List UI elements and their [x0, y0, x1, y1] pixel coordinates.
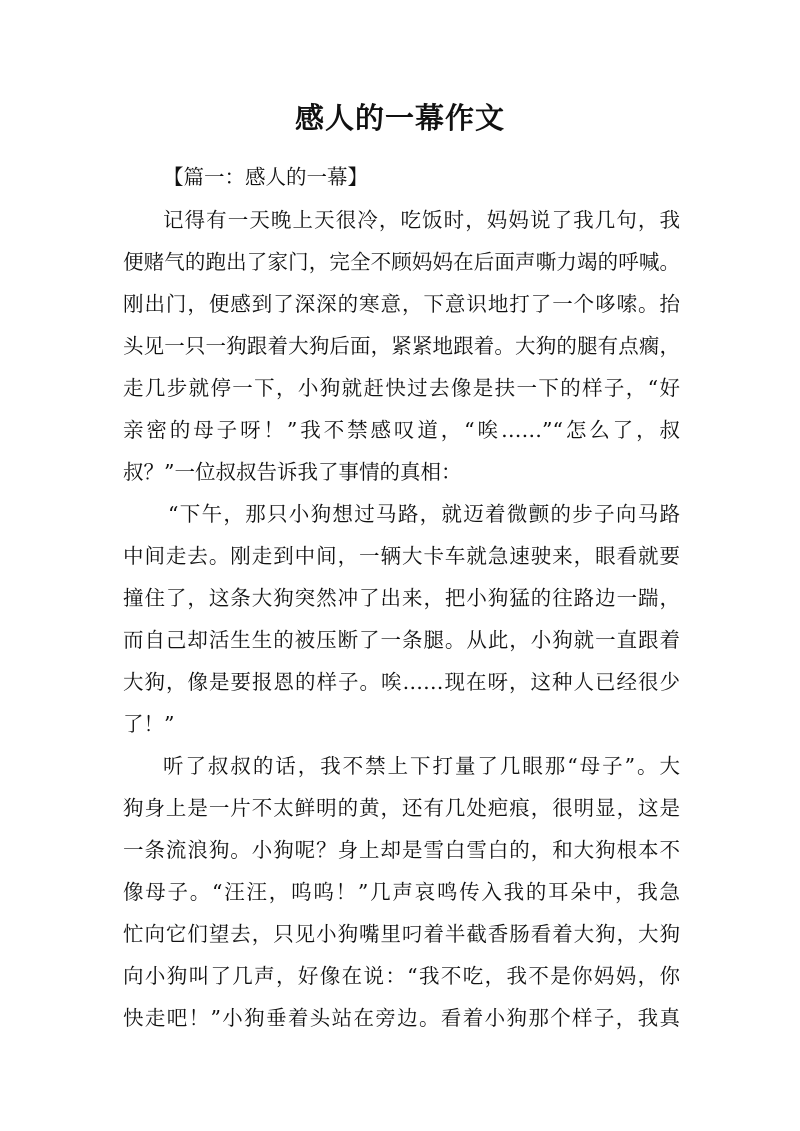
text-line: 忙向它们望去，只见小狗嘴里叼着半截香肠看着大狗，大狗 — [123, 922, 680, 946]
text-line: 像母子。“汪汪，呜呜！”几声哀鸣传入我的耳朵中，我急 — [123, 880, 680, 904]
text-line: “下午，那只小狗想过马路，就迈着微颤的步子向马路 — [168, 502, 680, 526]
text-line: 撞住了，这条大狗突然冲了出来，把小狗猛的往路边一踹， — [123, 586, 680, 610]
text-line: 中间走去。刚走到中间，一辆大卡车就急速驶来，眼看就要 — [123, 544, 680, 568]
page-title: 感人的一幕作文 — [294, 101, 505, 135]
text-line: 狗身上是一片不太鲜明的黄，还有几处疤痕，很明显，这是 — [123, 796, 680, 820]
text-line: 听了叔叔的话，我不禁上下打量了几眼那“母子”。大 — [163, 754, 680, 778]
text-line: 而自己却活生生的被压断了一条腿。从此，小狗就一直跟着 — [123, 628, 680, 652]
section-heading: 【篇一：感人的一幕】 — [163, 165, 368, 189]
text-line: 快走吧！”小狗垂着头站在旁边。看着小狗那个样子，我真 — [123, 1006, 680, 1030]
text-line: 大狗，像是要报恩的样子。唉……现在呀，这种人已经很少 — [123, 670, 680, 694]
text-line: 记得有一天晚上天很冷，吃饭时，妈妈说了我几句，我 — [163, 208, 680, 232]
text-line: 了！” — [123, 712, 175, 736]
text-line: 一条流浪狗。小狗呢？身上却是雪白雪白的，和大狗根本不 — [123, 838, 680, 862]
text-line: 亲密的母子呀！”我不禁感叹道，“唉……”“怎么了，叔 — [123, 418, 680, 442]
text-line: 刚出门，便感到了深深的寒意，下意识地打了一个哆嗦。抬 — [123, 292, 680, 316]
text-line: 向小狗叫了几声，好像在说：“我不吃，我不是你妈妈，你 — [123, 964, 680, 988]
text-line: 便赌气的跑出了家门，完全不顾妈妈在后面声嘶力竭的呼喊。 — [123, 250, 680, 274]
text-line: 叔？”一位叔叔告诉我了事情的真相： — [123, 460, 462, 484]
text-line: 走几步就停一下，小狗就赶快过去像是扶一下的样子，“好 — [123, 376, 680, 400]
text-line: 头见一只一狗跟着大狗后面，紧紧地跟着。大狗的腿有点瘸， — [123, 334, 680, 358]
